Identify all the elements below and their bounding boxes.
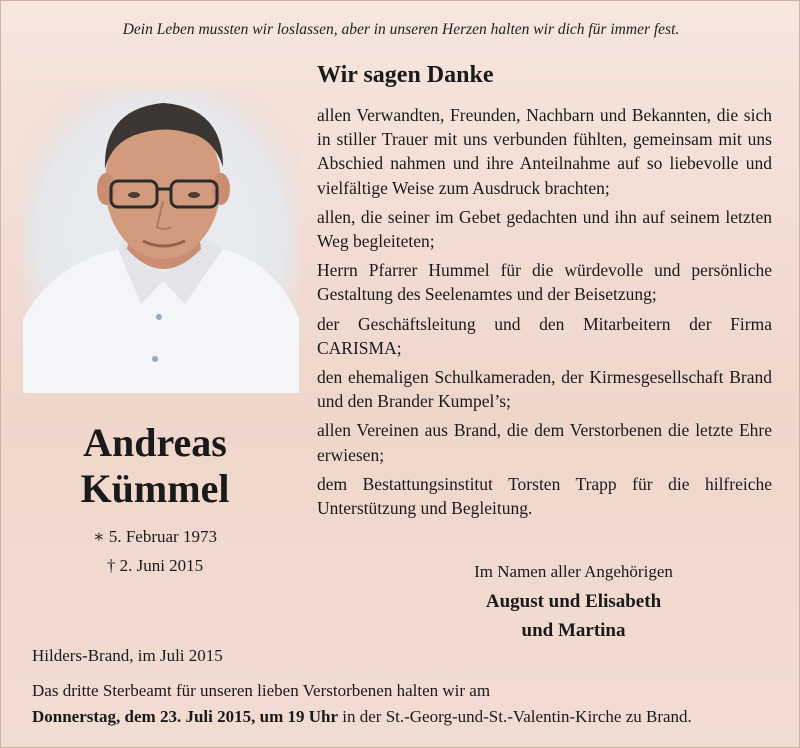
service-line1: Das dritte Sterbeamt für unseren lieben Verstorbenen halten wir am [32, 681, 491, 700]
service-location: in der St.-Georg-und-St.-Valentin-Kirche zu Brand. [338, 707, 692, 726]
deceased-last-name: Kümmel [80, 466, 230, 511]
thanks-paragraph: den ehemaligen Schulkameraden, der Kirmesgesellschaft Brand und den Brander Kumpel’s; [317, 367, 772, 412]
thanks-heading: Wir sagen Danke [317, 62, 494, 88]
thanks-body [317, 103, 772, 525]
signature-names-line2: und Martina [521, 620, 626, 641]
service-line2 [32, 704, 777, 730]
thanks-paragraph: dem Bestattungsinstitut Torsten Trapp für die hilfreiche Unterstützung und Begleitung. [317, 473, 772, 519]
motto-text: Dein Leben mussten wir loslassen, aber in unseren Herzen halten wir dich für immer fest. [122, 21, 680, 38]
signature-names-line1: August und Elisabeth [485, 591, 662, 612]
deceased-first-name: Andreas [83, 420, 227, 465]
thanks-paragraph: der Geschäftsleitung und den Mitarbeitern der Firma CARISMA; [317, 313, 772, 358]
place-date: Hilders-Brand, im Juli 2015 [32, 646, 223, 665]
death-date: † 2. Juni 2015 [106, 556, 204, 575]
service-date: Donnerstag, dem 23. Juli 2015, um 19 Uhr [32, 707, 339, 726]
birth-date: ∗ 5. Februar 1973 [93, 527, 217, 546]
thanks-paragraph: Herrn Pfarrer Hummel für die würdevolle und persönliche Gestaltung des Seelenamtes und der Beisetzung; [317, 260, 772, 305]
portrait-photo [23, 89, 299, 393]
service-announcement [32, 678, 777, 730]
signature-intro: Im Namen aller Angehörigen [474, 562, 673, 581]
thanks-paragraph: allen Vereinen aus Brand, die dem Verstorbenen die letzte Ehre erwiesen; [317, 420, 772, 465]
thanks-paragraph: allen, die seiner im Gebet gedachten und ihn auf seinem letzten Weg begleiteten; [317, 206, 772, 252]
thanks-paragraph: allen Verwandten, Freunden, Nachbarn und Bekannten, die sich in stiller Trauer mit uns verbunden fühlten, gemeinsam mit uns Abschied nahmen und ihre Anteilnahme auf so liebevolle und vielfältige Weise zum Ausdruck brachten; [317, 105, 772, 198]
